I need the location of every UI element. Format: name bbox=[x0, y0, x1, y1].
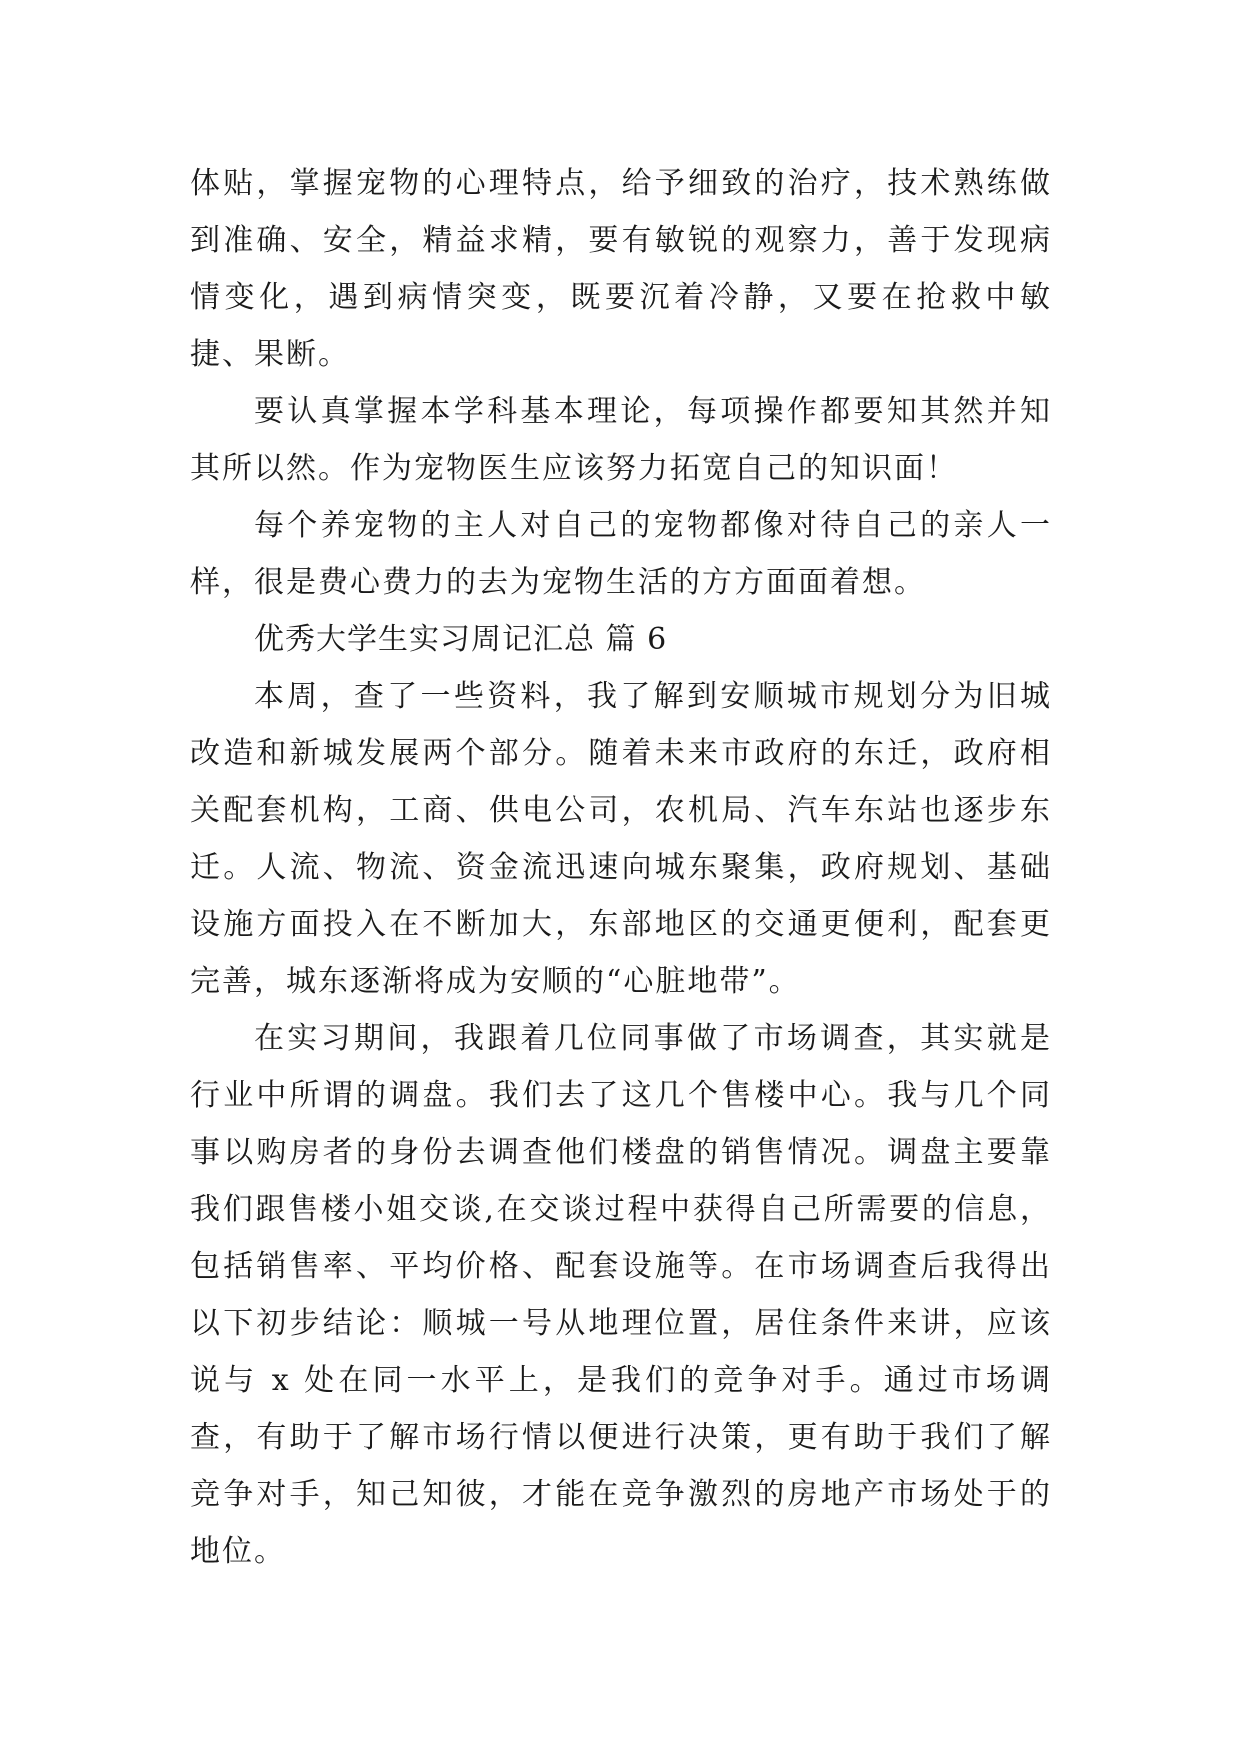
paragraph-1: 体贴，掌握宠物的心理特点，给予细致的治疗，技术熟练做到准确、安全，精益求精，要有敏锐的观察力，善于发现病情变化，遇到病情突变，既要沉着冷静，又要在抢救中敏捷、果断。 bbox=[190, 166, 1052, 372]
section-heading: 优秀大学生实习周记汇总 篇 6 bbox=[254, 622, 668, 657]
paragraph-3: 每个养宠物的主人对自己的宠物都像对待自己的亲人一样，很是费心费力的去为宠物生活的方方面面着想。 bbox=[190, 508, 1052, 600]
paragraph-5: 在实习期间，我跟着几位同事做了市场调查，其实就是行业中所谓的调盘。我们去了这几个售楼中心。我与几个同事以购房者的身份去调查他们楼盘的销售情况。调盘主要靠我们跟售楼小姐交谈,在交谈过程中获得自己所需要的信息，包括销售率、平均价格、配套设施等。在市场调查后我得出以下初步结论：顺城一号从地理位置，居住条件来讲，应该说与 x 处在同一水平上，是我们的竞争对手。通过市场调查，有助于了解市场行情以便进行决策，更有助于我们了解竞争对手，知己知彼，才能在竞争激烈的房地产市场处于的地位。 bbox=[190, 1021, 1052, 1569]
document-body bbox=[190, 155, 1052, 1580]
paragraph-2: 要认真掌握本学科基本理论，每项操作都要知其然并知其所以然。作为宠物医生应该努力拓宽自己的知识面！ bbox=[190, 394, 1052, 486]
paragraph-4: 本周，查了一些资料，我了解到安顺城市规划分为旧城改造和新城发展两个部分。随着未来市政府的东迁，政府相关配套机构，工商、供电公司，农机局、汽车东站也逐步东迁。人流、物流、资金流迅速向城东聚集，政府规划、基础设施方面投入在不断加大，东部地区的交通更便利，配套更完善，城东逐渐将成为安顺的“心脏地带”。 bbox=[190, 679, 1052, 999]
